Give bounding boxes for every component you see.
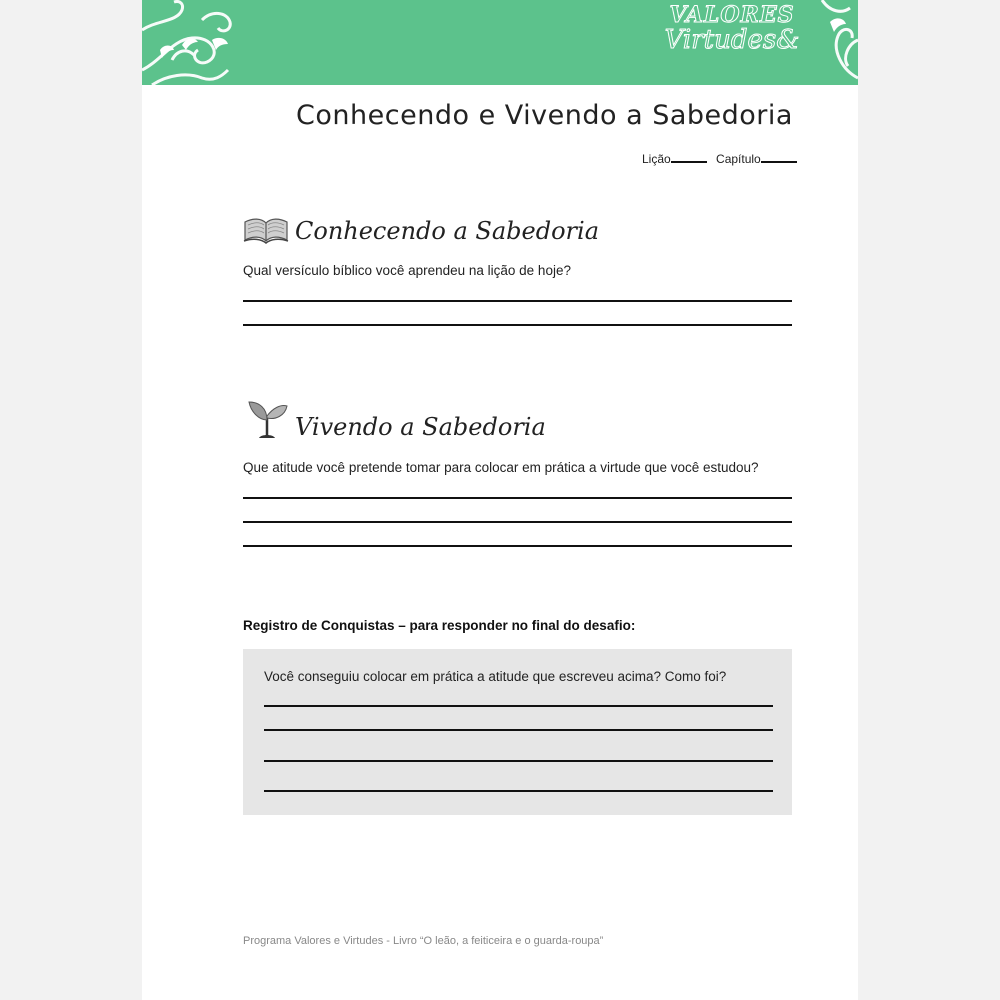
record-box bbox=[243, 649, 792, 815]
header-banner bbox=[142, 0, 858, 85]
record-answer-line[interactable] bbox=[264, 729, 773, 731]
capitulo-blank[interactable] bbox=[761, 161, 797, 163]
answer-line[interactable] bbox=[243, 300, 792, 302]
record-question: Você conseguiu colocar em prática a atitude que escreveu acima? Como foi? bbox=[264, 669, 727, 684]
footer-text: Programa Valores e Virtudes - Livro “O leão, a feiticeira e o guarda-roupa” bbox=[243, 935, 604, 947]
section-conhecendo-question: Qual versículo bíblico você aprendeu na lição de hoje? bbox=[243, 263, 571, 278]
record-label: Registro de Conquistas – para responder no final do desafio: bbox=[243, 618, 636, 633]
section-vivendo-heading bbox=[245, 398, 546, 440]
section-conhecendo-heading bbox=[243, 214, 599, 244]
worksheet-page bbox=[142, 0, 858, 1000]
record-answer-line[interactable] bbox=[264, 790, 773, 792]
record-answer-line[interactable] bbox=[264, 760, 773, 762]
open-book-icon bbox=[243, 214, 289, 244]
answer-line[interactable] bbox=[243, 497, 792, 499]
capitulo-label: Capítulo bbox=[716, 152, 761, 166]
answer-line[interactable] bbox=[243, 545, 792, 547]
sprout-icon bbox=[245, 398, 289, 440]
answer-line[interactable] bbox=[243, 324, 792, 326]
answer-line[interactable] bbox=[243, 521, 792, 523]
brand-word-virtudes: Virtudes& bbox=[664, 25, 800, 55]
page-title: Conhecendo e Vivendo a Sabedoria bbox=[296, 100, 793, 131]
licao-label: Lição bbox=[642, 152, 671, 166]
lesson-chapter-fields bbox=[642, 152, 803, 166]
brand-word-valores: VALORES bbox=[669, 2, 795, 28]
section-conhecendo-title: Conhecendo a Sabedoria bbox=[295, 217, 599, 245]
brand-logo bbox=[662, 2, 802, 72]
section-vivendo-question: Que atitude você pretende tomar para colocar em prática a virtude que você estudou? bbox=[243, 460, 759, 475]
record-answer-line[interactable] bbox=[264, 705, 773, 707]
section-vivendo-title: Vivendo a Sabedoria bbox=[295, 413, 546, 441]
left-swirl-ornament bbox=[142, 0, 242, 85]
licao-blank[interactable] bbox=[671, 161, 707, 163]
right-swirl-ornament bbox=[802, 0, 858, 85]
